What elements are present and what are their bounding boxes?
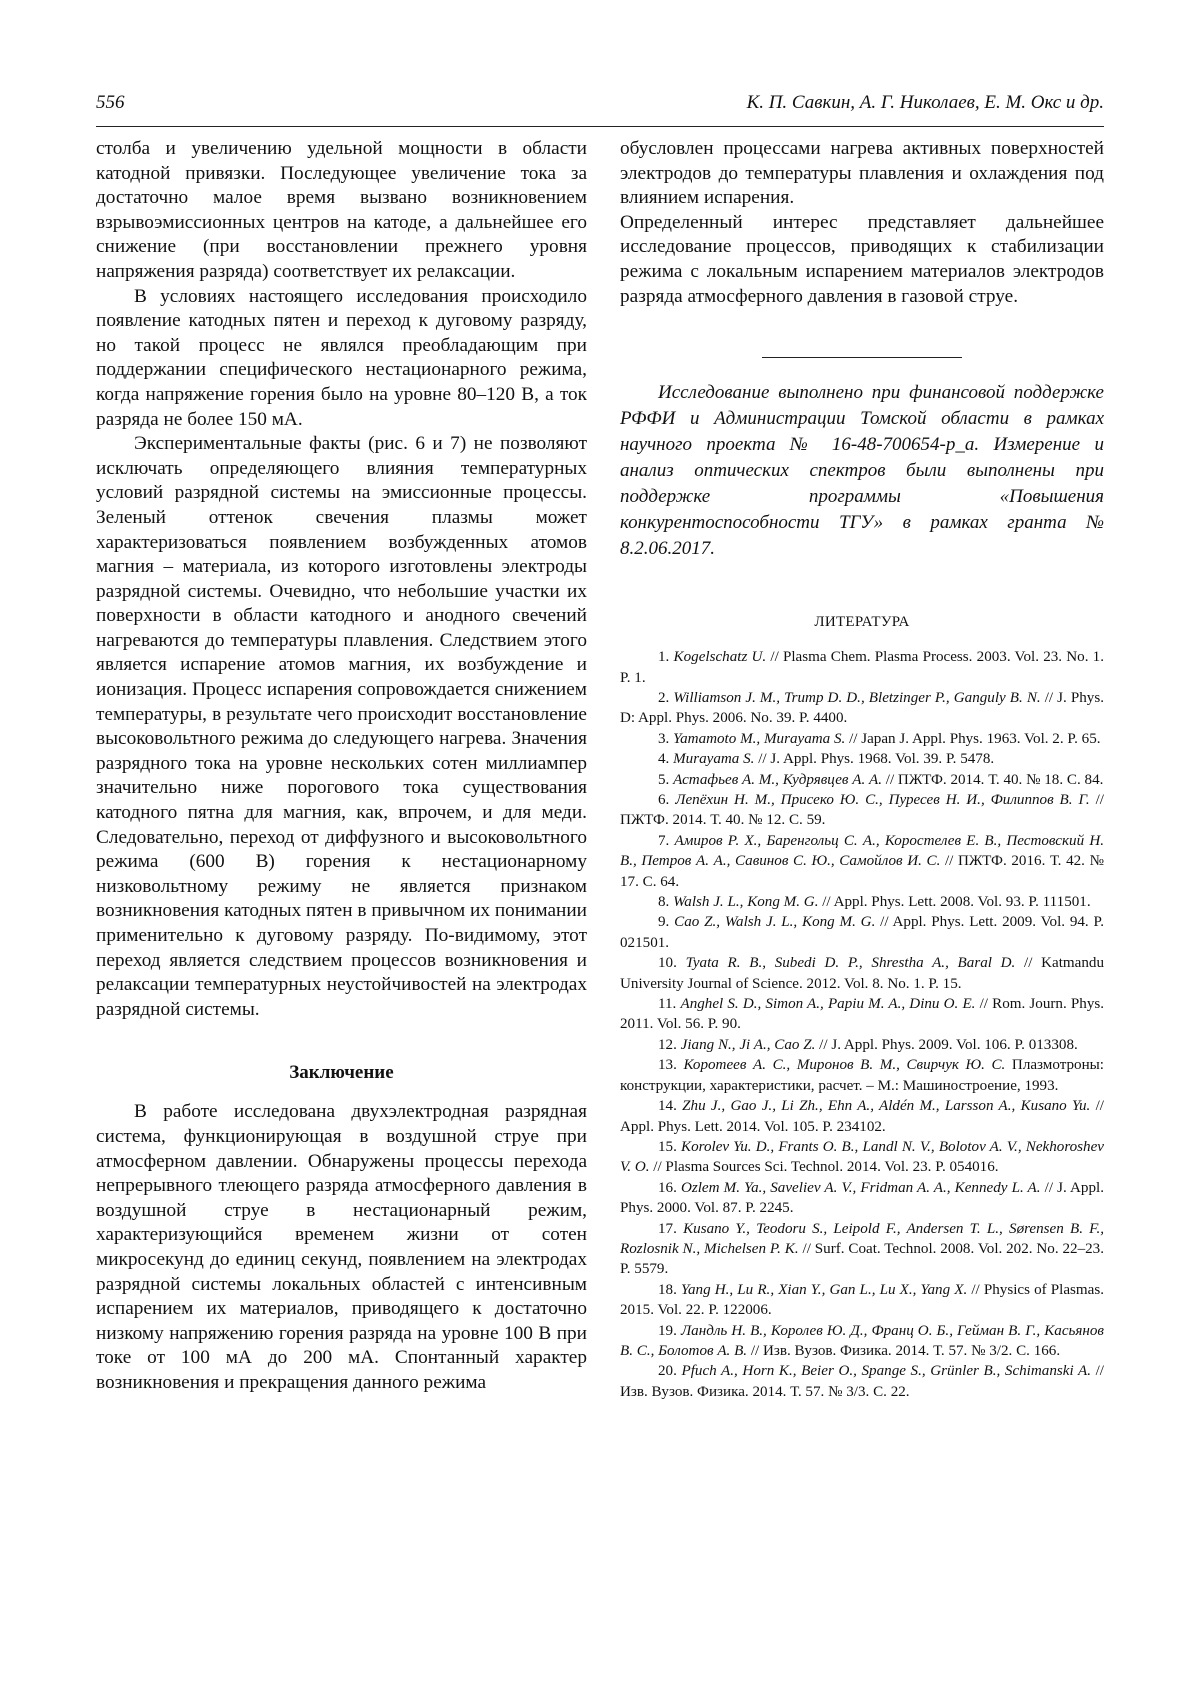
reference-number: 6. [658,792,670,808]
reference-source: // Appl. Phys. Lett. 2009. Vol. 94. P. 021501. [620,914,1104,951]
reference-item [620,1321,1104,1362]
reference-source: // ПЖТФ. 2014. Т. 40. № 12. С. 59. [620,792,1104,829]
body-paragraph: Определенный интерес представляет дальнейшее исследование процессов, приводящих к стабилизации режима с локальным испарением материалов электродов разряда атмосферного давления в газовой струе. [620,211,1104,307]
reference-authors: Yamamoto M., Murayama S. [673,730,846,747]
reference-source: // Physics of Plasmas. 2015. Vol. 22. P. 122006. [620,1281,1104,1319]
reference-item [620,994,1104,1035]
reference-item [620,790,1104,831]
reference-source: Плазмотроны: конструкции, характеристики, расчет. – М.: Машиностроение, 1993. [620,1057,1104,1094]
reference-item [620,1137,1104,1178]
reference-number: 1. [658,649,670,666]
conclusion-paragraph: В работе исследована двухэлектродная разрядная система, функционирующая в воздушной струе при атмосферном давлении. Обнаружены процессы перехода непрерывного тлеющего разряда атмосферного давления в воздушной струе в нестационарный режим, характеризующийся временем жизни от сотен микросекунд до единиц секунд, появлением на электродах разрядной системы локальных областей с интенсивным испарением их материалов, приводящего к достаточно низкому напряжению горения разряда на уровне 100 В при токе от 100 мА до 200 мА. Спонтанный характер возникновения и прекращения данного режима [96,1101,587,1393]
references-list [620,647,1104,1402]
reference-number: 10. [658,955,677,972]
reference-authors: Лепёхин Н. М., Присеко Ю. С., Пуресев Н. И., Филиппов В. Г. [675,792,1090,808]
reference-number: 18. [658,1281,677,1298]
reference-source: // Plasma Sources Sci. Technol. 2014. Vol. 23. P. 054016. [649,1159,999,1176]
reference-source: // Katmandu University Journal of Science. 2012. Vol. 8. No. 1. P. 15. [620,955,1104,992]
reference-item [620,1096,1104,1137]
reference-source: // Appl. Phys. Lett. 2014. Vol. 105. P. 234102. [620,1098,1104,1135]
reference-authors: Pfuch A., Horn K., Beier O., Spange S., Grünler B., Schimanski A. [681,1363,1091,1380]
running-header [96,92,1104,127]
reference-authors: Korolev Yu. D., Frants O. B., Landl N. V., Bolotov A. V., Nekhoroshev V. O. [620,1138,1104,1176]
reference-item [620,1055,1104,1096]
reference-authors: Murayama S. [673,751,755,768]
reference-authors: Ландль Н. В., Королев Ю. Д., Франц О. Б., Гейман В. Г., Касьянов В. С., Болотов А. В. [620,1322,1104,1359]
reference-source: // Rom. Journ. Phys. 2011. Vol. 56. P. 90. [620,996,1105,1033]
reference-number: 19. [658,1322,677,1339]
reference-source: // ПЖТФ. 2016. Т. 42. № 17. С. 64. [620,853,1104,890]
body-paragraph: обусловлен процессами нагрева активных поверхностей электродов до температуры плавления и охлаждения под влиянием испарения. [620,138,1104,209]
reference-source: // J. Appl. Phys. 2009. Vol. 106. P. 013308. [815,1036,1078,1053]
reference-source: // Plasma Chem. Plasma Process. 2003. Vol. 23. No. 1. P. 1. [620,649,1104,686]
reference-number: 2. [658,689,670,706]
references-title: ЛИТЕРАТУРА [814,614,910,631]
body-paragraph: Экспериментальные факты (рис. 6 и 7) не позволяют исключать определяющего влияния температурных условий разрядной системы на эмиссионные процессы. Зеленый оттенок свечения плазмы может характеризоваться появлением возбужденных атомов магния – материала, из которого изготовлены электроды разрядной системы. Очевидно, что небольшие участки их поверхности в области катодного и анодного свечений нагреваются до температуры плавления. Следствием этого является испарение атомов магния, их возбуждение и ионизация. Процесс испарения сопровождается снижением температуры, в результате чего происходит восстановление высоковольтного режима до следующего нагрева. Значения разрядного тока на уровне нескольких сотен миллиампер значительно ниже порогового тока существования катодного пятна для магния, как, впрочем, и для меди. Следовательно, переход от диффузного и высоковольтного режима (600 В) горения к нестационарному низковольтному режиму не является признаком возникновения катодных пятен в привычном их понимании применительно к дуговому разряду. По-видимому, этот переход является следствием процессов возникновения и релаксации температурных неустойчивостей на электродах разрядной системы. [96,433,587,1020]
reference-authors: Yang H., Lu R., Xian Y., Gan L., Lu X., Yang X. [680,1281,968,1298]
reference-item [620,1361,1104,1402]
reference-number: 5. [658,771,670,788]
reference-authors: Walsh J. L., Kong M. G. [673,894,819,911]
reference-source: // J. Appl. Phys. 2000. Vol. 87. P. 2245. [620,1179,1104,1217]
reference-item [620,770,1104,790]
acknowledgement: Исследование выполнено при финансовой поддержке РФФИ и Администрации Томской области в рамках научного проекта № 16-48-700654-р_а. Измерение и анализ оптических спектров были выполнены при поддержке программы «Повышения конкурентоспособности ТГУ» в рамках гранта № 8.2.06.2017. [620,382,1104,560]
reference-authors: Коротеев А. С., Миронов В. М., Свирчук Ю. С. [683,1057,1006,1074]
reference-item [620,1035,1104,1055]
reference-source: // Appl. Phys. Lett. 2008. Vol. 93. P. 111501. [818,894,1091,911]
reference-source: // ПЖТФ. 2014. Т. 40. № 18. С. 84. [882,771,1104,788]
reference-source: // Изв. Вузов. Физика. 2014. Т. 57. № 3/3. С. 22. [620,1363,1104,1400]
reference-item [620,688,1104,729]
reference-number: 7. [658,832,670,849]
reference-authors: Tyata R. B., Subedi D. P., Shrestha A., Baral D. [685,955,1016,972]
reference-authors: Cao Z., Walsh J. L., Kong M. G. [674,914,876,931]
reference-number: 20. [658,1363,677,1380]
reference-item [620,1178,1104,1219]
left-column [96,137,587,1396]
reference-authors: Астафьев А. М., Кудрявцев А. А. [673,771,882,788]
reference-item [620,892,1104,912]
reference-number: 17. [658,1220,677,1237]
reference-authors: Zhu J., Gao J., Li Zh., Ehn A., Aldén M., Larsson A., Kusano Yu. [682,1098,1091,1115]
reference-item [620,1280,1104,1321]
reference-authors: Амиров Р. Х., Баренгольц С. А., Коростелев Е. В., Пестовский Н. В., Петров А. А., Савинов С. Ю., Самойлов И. С. [620,832,1104,870]
reference-source: // J. Phys. D: Appl. Phys. 2006. No. 39. P. 4400. [620,689,1104,727]
reference-source: // Изв. Вузов. Физика. 2014. Т. 57. № 3/2. С. 166. [747,1342,1061,1359]
reference-number: 8. [658,894,670,911]
reference-item [620,912,1104,953]
reference-number: 15. [658,1138,677,1155]
reference-number: 4. [658,751,670,768]
reference-source: // Surf. Coat. Technol. 2008. Vol. 202. No. 22–23. P. 5579. [620,1240,1104,1278]
body-paragraph: В условиях настоящего исследования происходило появление катодных пятен и переход к дуговому разряду, но такой процесс не являлся преобладающим при поддержании специфического нестационарного режима, когда напряжение горения было на уровне 80–120 В, а ток разряда не более 150 мА. [96,285,587,430]
reference-number: 9. [658,914,670,931]
reference-number: 12. [658,1036,677,1053]
reference-number: 13. [658,1057,677,1074]
reference-item [620,831,1104,892]
reference-authors: Williamson J. M., Trump D. D., Bletzinger P., Ganguly B. N. [673,689,1041,706]
reference-item [620,729,1104,749]
reference-number: 11. [658,996,677,1013]
right-column [620,137,1104,1402]
section-title: Заключение [289,1062,394,1084]
reference-item [620,953,1104,994]
body-paragraph: столба и увеличению удельной мощности в области катодной привязки. Последующее увеличение тока за достаточно малое время вызвано возникновением взрывоэмиссионных центров на катоде, а дальнейшее его снижение (при восстановлении прежнего уровня напряжения разряда) соответствует их релаксации. [96,138,587,282]
reference-source: // Japan J. Appl. Phys. 1963. Vol. 2. P. 65. [845,730,1101,747]
reference-authors: Kogelschatz U. [673,649,767,666]
reference-authors: Ozlem M. Ya., Saveliev A. V., Fridman A. A., Kennedy L. A. [680,1179,1041,1196]
reference-item [620,749,1104,769]
running-authors: К. П. Савкин, А. Г. Николаев, Е. М. Окс и др. [746,92,1104,113]
reference-number: 3. [658,730,670,747]
reference-authors: Kusano Y., Teodoru S., Leipold F., Andersen T. L., Sørensen B. F., Rozlosnik N., Michelsen P. K. [620,1220,1104,1257]
separator-rule [762,357,962,358]
reference-authors: Jiang N., Ji A., Cao Z. [680,1036,816,1053]
reference-number: 16. [658,1179,677,1196]
page-number: 556 [96,92,125,113]
reference-source: // J. Appl. Phys. 1968. Vol. 39. P. 5478. [754,751,995,768]
reference-authors: Anghel S. D., Simon A., Papiu M. A., Dinu O. E. [680,996,976,1013]
reference-item [620,1219,1104,1280]
reference-number: 14. [658,1098,677,1115]
reference-item [620,647,1104,688]
